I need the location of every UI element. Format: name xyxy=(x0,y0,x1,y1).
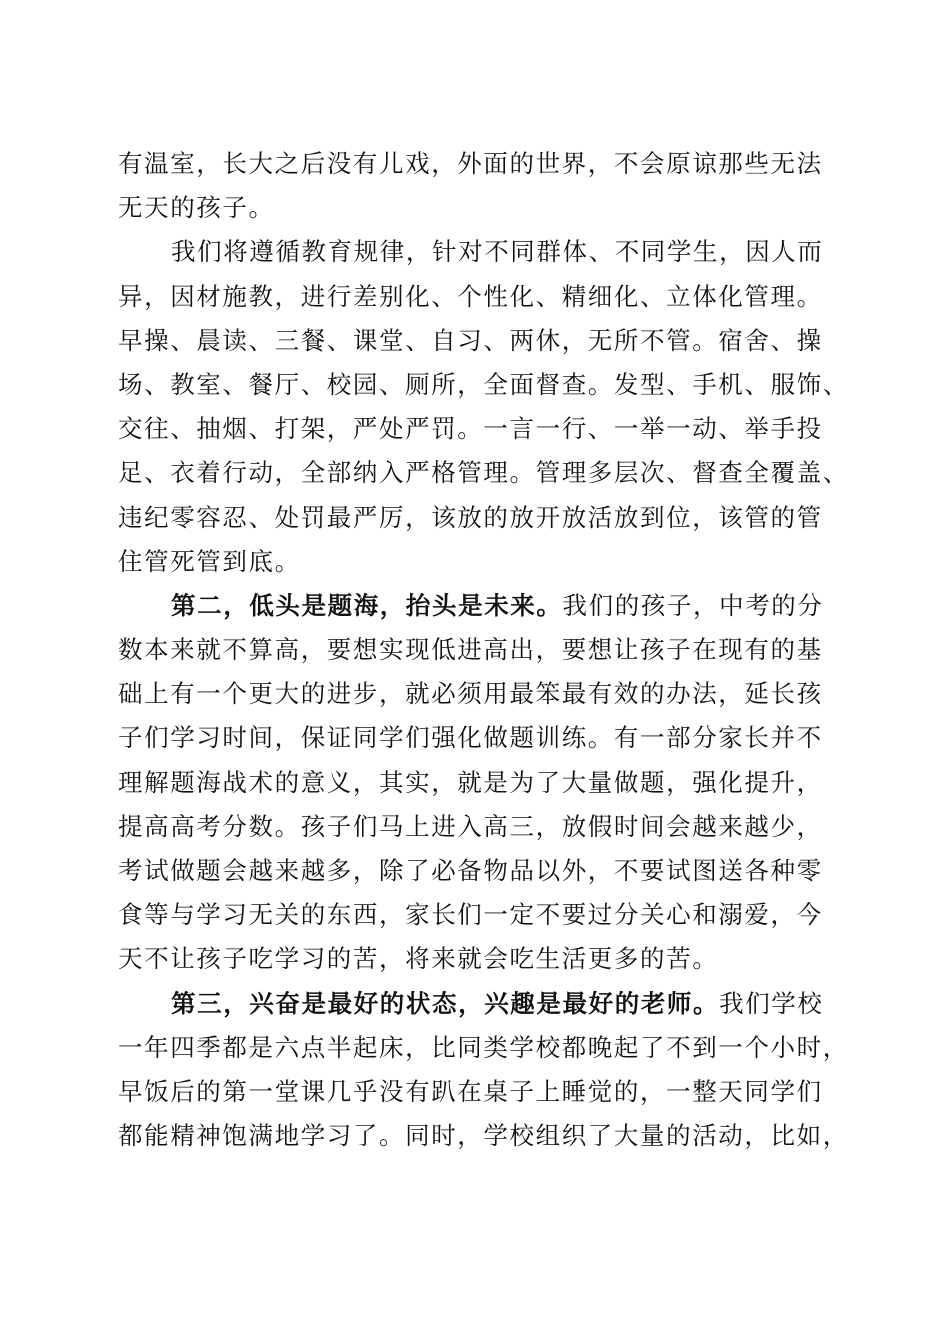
text-line: 足、衣着行动，全部纳入严格管理。管理多层次、督查全覆盖、 xyxy=(118,458,849,488)
text-run: 我们学校 xyxy=(719,988,824,1018)
section-heading-2: 第二，低头是题海，抬头是未来。 xyxy=(171,590,563,620)
text-line: 考试做题会越来越多，除了必备物品以外，不要试图送各种零 xyxy=(118,856,823,885)
text-line: 有温室，长大之后没有儿戏，外面的世界，不会原谅那些无法 xyxy=(118,149,823,178)
paragraph-start-line: 我们将遵循教育规律，针对不同群体、不同学生，因人而 xyxy=(171,237,824,267)
text-line: 异，因材施教，进行差别化、个性化、精细化、立体化管理。 xyxy=(118,281,823,311)
text-line: 交往、抽烟、打架，严处严罚。一言一行、一举一动、举手投 xyxy=(118,414,823,444)
text-line: 住管死管到底。 xyxy=(118,546,301,576)
text-line: 数本来就不算高，要想实现低进高出，要想让孩子在现有的基 xyxy=(118,635,823,665)
text-line: 早饭后的第一堂课几乎没有趴在桌子上睡觉的，一整天同学们 xyxy=(118,1076,823,1106)
text-line: 都能精神饱满地学习了。同时，学校组织了大量的活动，比如， xyxy=(118,1121,849,1151)
text-line: 础上有一个更大的进步，就必须用最笨最有效的办法，延长孩 xyxy=(118,679,823,709)
paragraph-start-line xyxy=(118,584,838,628)
text-line: 理解题海战术的意义，其实，就是为了大量做题，强化提升， xyxy=(118,767,823,797)
paragraph-start-line xyxy=(118,982,838,1026)
text-line: 场、教室、餐厅、校园、厕所，全面督查。发型、手机、服饰、 xyxy=(118,369,849,399)
text-line: 无天的孩子。 xyxy=(118,193,275,223)
text-line: 违纪零容忍、处罚最严厉，该放的放开放活放到位，该管的管 xyxy=(118,502,823,532)
text-line: 食等与学习无关的东西，家长们一定不要过分关心和溺爱，今 xyxy=(118,900,823,930)
text-run: 我们的孩子，中考的分 xyxy=(562,590,824,620)
text-line: 提高高考分数。孩子们马上进入高三，放假时间会越来越少， xyxy=(118,811,823,841)
text-line: 子们学习时间，保证同学们强化做题训练。有一部分家长并不 xyxy=(118,723,823,753)
section-heading-3: 第三，兴奋是最好的状态，兴趣是最好的老师。 xyxy=(171,988,720,1018)
body-text xyxy=(118,142,849,1158)
text-line: 一年四季都是六点半起床，比同类学校都晚起了不到一个小时， xyxy=(118,1032,849,1062)
text-line: 天不让孩子吃学习的苦，将来就会吃生活更多的苦。 xyxy=(118,944,719,974)
text-line: 早操、晨读、三餐、课堂、自习、两休，无所不管。宿舍、操 xyxy=(118,325,823,355)
